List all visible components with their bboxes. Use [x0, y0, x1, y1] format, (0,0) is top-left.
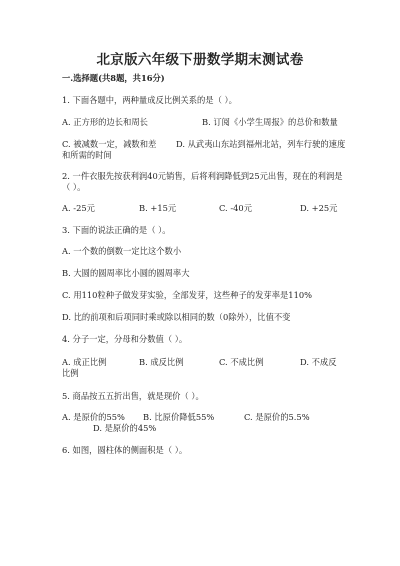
question-2-option-b: B. +15元 — [139, 203, 177, 213]
question-4-option-b: B. 成反比例 — [139, 357, 184, 367]
question-1-option-b: B. 订阅《小学生周报》的总价和数量 — [202, 117, 338, 127]
question-5-option-d: D. 是原价的45% — [93, 423, 157, 433]
question-4-stem: 4. 分子一定，分母和分数值（ ）。 — [62, 334, 188, 344]
question-1-option-c: C. 被减数一定，减数和差 — [62, 139, 157, 149]
question-3-option-b: B. 大圆的圆周率比小圆的圆周率大 — [62, 268, 190, 278]
question-1-option-a: A. 正方形的边长和周长 — [62, 117, 148, 127]
page-title: 北京版六年级下册数学期末测试卷 — [96, 52, 304, 68]
question-4-option-cont: 比例 — [62, 368, 79, 378]
question-6-stem: 6. 如图，圆柱体的侧面积是（ ）。 — [62, 445, 188, 455]
question-4-option-a: A. 成正比例 — [62, 357, 107, 367]
question-2-option-c: C. -40元 — [219, 203, 252, 213]
question-5-stem: 5. 商品按五五折出售，就是现价（ ）。 — [62, 391, 204, 401]
question-1-option-d: D. 从武夷山东站到福州北站，列车行驶的速度 — [176, 139, 346, 149]
question-2-stem-cont: （ ）。 — [62, 182, 86, 192]
question-2-stem: 2. 一件衣服先按获利润40元销售，后将利润降低到25元出售，现在的利润是 — [62, 171, 343, 181]
question-1-option-d-cont: 和所需的时间 — [62, 150, 112, 160]
section-heading: 一.选择题(共8题，共16分) — [62, 73, 165, 83]
question-3-stem: 3. 下面的说法正确的是（ ）。 — [62, 225, 171, 235]
question-3-option-c: C. 用110粒种子做发芽实验，全部发芽，这些种子的发芽率是110% — [62, 290, 313, 300]
question-4-option-c: C. 不成比例 — [219, 357, 264, 367]
question-5-option-a: A. 是原价的55% — [62, 412, 125, 422]
question-5-option-c: C. 是原价的5.5% — [244, 412, 310, 422]
question-2-option-d: D. +25元 — [300, 203, 338, 213]
question-3-option-a: A. 一个数的倒数一定比这个数小 — [62, 246, 182, 256]
question-4-option-d: D. 不成反 — [300, 357, 337, 367]
question-5-option-b: B. 比原价降低55% — [143, 412, 215, 422]
question-1-stem: 1. 下面各题中，两种量成反比例关系的是（ ）。 — [62, 95, 237, 105]
question-3-option-d: D. 比的前项和后项同时乘或除以相同的数（0除外），比值不变 — [62, 312, 291, 322]
question-2-option-a: A. -25元 — [62, 203, 95, 213]
